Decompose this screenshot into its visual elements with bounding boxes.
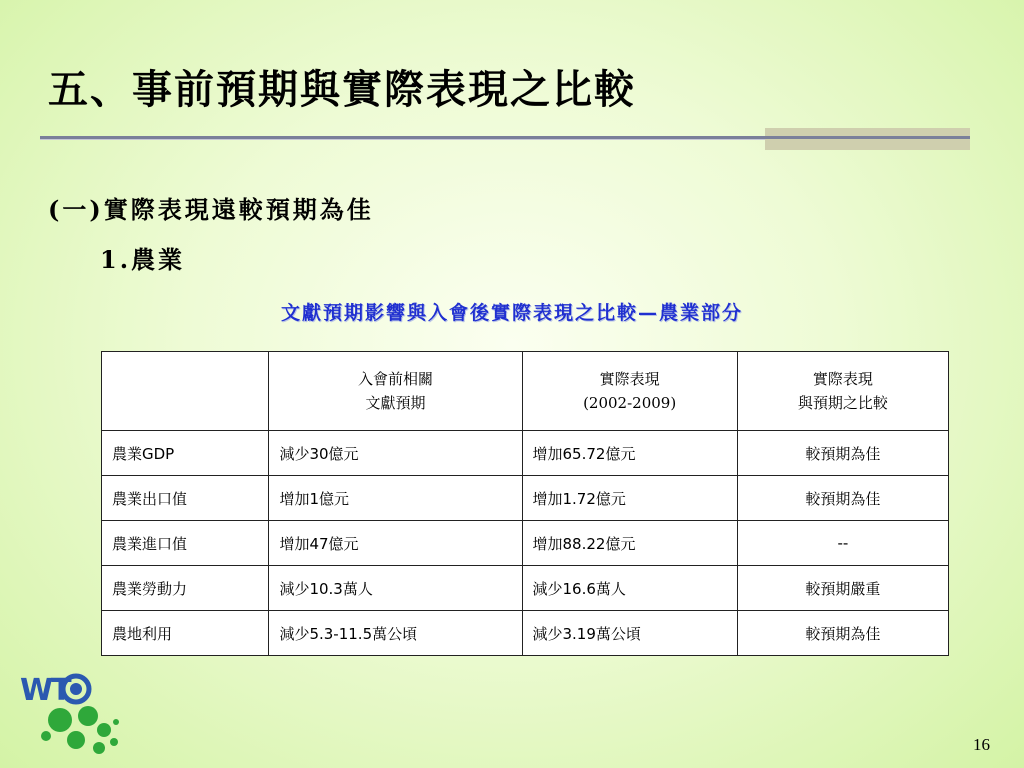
header-actual (522, 352, 737, 431)
wto-logo (16, 668, 126, 758)
row-item: 農業出口值 (102, 476, 269, 521)
row-item: 農業勞動力 (102, 566, 269, 611)
row-expected: 增加1億元 (269, 476, 522, 521)
row-item: 農業進口值 (102, 521, 269, 566)
row-item: 農地利用 (102, 611, 269, 656)
comparison-table (101, 351, 949, 656)
table-caption: 文獻預期影響與入會後實際表現之比較—農業部分 (280, 302, 743, 324)
row-comparison: 較預期嚴重 (737, 566, 948, 611)
table-row (102, 566, 949, 611)
row-expected: 減少30億元 (269, 431, 522, 476)
row-actual: 增加88.22億元 (522, 521, 737, 566)
row-expected: 增加47億元 (269, 521, 522, 566)
row-comparison: 較預期為佳 (737, 611, 948, 656)
header-comparison-line2: 與預期之比較 (797, 394, 888, 412)
subsection-heading: 1.農業 (100, 245, 186, 274)
table-row (102, 476, 949, 521)
table-row (102, 611, 949, 656)
row-actual: 增加65.72億元 (522, 431, 737, 476)
header-actual-line1: 實際表現 (599, 370, 660, 388)
header-comparison (737, 352, 948, 431)
row-comparison: -- (737, 521, 948, 566)
table-row (102, 431, 949, 476)
row-item: 農業GDP (102, 431, 269, 476)
table-row (102, 521, 949, 566)
row-actual: 減少3.19萬公頃 (522, 611, 737, 656)
slide-title: 五、事前預期與實際表現之比較 (48, 66, 636, 113)
page-number: 16 (973, 735, 990, 754)
header-actual-line2: (2002-2009) (583, 394, 677, 412)
row-actual: 減少16.6萬人 (522, 566, 737, 611)
header-expected-line2: 文獻預期 (365, 394, 426, 412)
wto-logo-letters (18, 673, 89, 708)
row-comparison: 較預期為佳 (737, 431, 948, 476)
header-empty-cell (102, 352, 269, 431)
row-expected: 減少5.3-11.5萬公頃 (269, 611, 522, 656)
table-header-row (102, 352, 949, 431)
svg-text:WT: WT (20, 673, 70, 708)
wto-logo-dots (41, 706, 119, 754)
header-comparison-line1: 實際表現 (812, 370, 873, 388)
header-expected-line1: 入會前相關 (357, 370, 433, 388)
header-expected (269, 352, 522, 431)
row-actual: 增加1.72億元 (522, 476, 737, 521)
row-expected: 減少10.3萬人 (269, 566, 522, 611)
decorative-corner-block (765, 128, 970, 150)
section-heading: (一)實際表現遠較預期為佳 (48, 195, 374, 224)
row-comparison: 較預期為佳 (737, 476, 948, 521)
